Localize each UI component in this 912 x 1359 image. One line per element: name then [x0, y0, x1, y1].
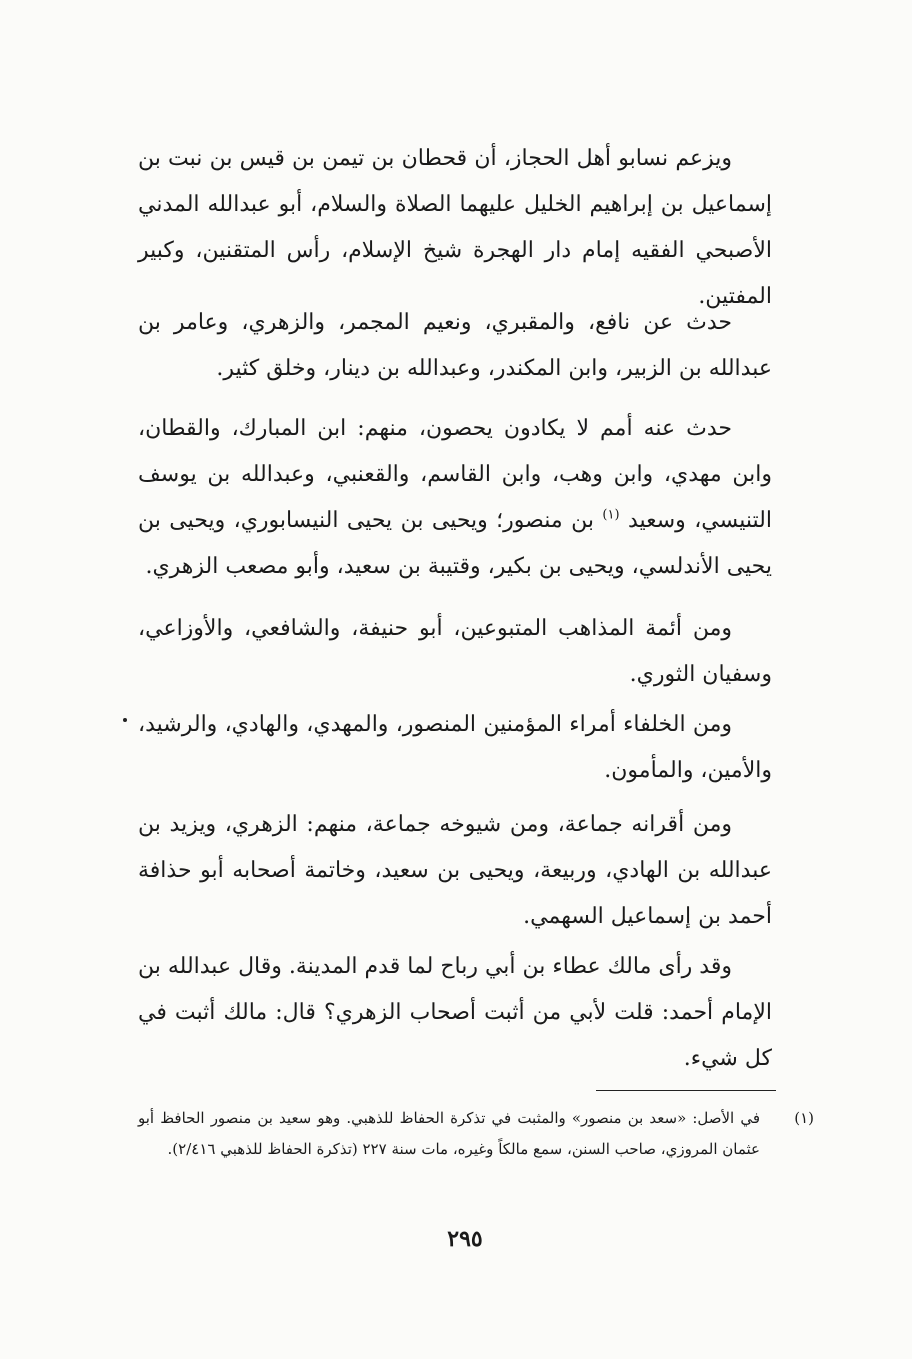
footnote-reference[interactable]: (١)	[602, 507, 620, 523]
paragraph-text: حدث عن نافع، والمقبري، ونعيم المجمر، والزهري، وعامر بن عبدالله بن الزبير، وابن المكندر، وعبدالله بن دينار، وخلق كثير.	[138, 310, 772, 381]
paragraph-narration	[138, 944, 772, 1082]
paragraph-text: ومن أئمة المذاهب المتبوعين، أبو حنيفة، والشافعي، والأوزاعي، وسفيان الثوري.	[138, 616, 772, 687]
paragraph-caliphs	[138, 702, 772, 794]
paragraph-text-after-ref: بن منصور؛ ويحيى بن يحيى النيسابوري، ويحيى بن يحيى الأندلسي، ويحيى بن بكير، وقتيبة بن سعيد، وأبو مصعب الزهري.	[138, 508, 772, 579]
paragraph-text: ومن أقرانه جماعة، ومن شيوخه جماعة، منهم: الزهري، ويزيد بن عبدالله بن الهادي، وربيعة، ويحيى بن سعيد، وخاتمة أصحابه أبو حذافة أحمد بن إسماعيل السهمي.	[138, 812, 772, 929]
paragraph-teachers	[138, 300, 772, 392]
paragraph-text: وقد رأى مالك عطاء بن أبي رباح لما قدم المدينة. وقال عبدالله بن الإمام أحمد: قلت لأبي من أثبت أصحاب الزهري؟ قال: مالك أثبت في كل شيء.	[138, 954, 772, 1071]
paragraph-imams	[138, 606, 772, 698]
footnote-number: (١)	[794, 1109, 814, 1127]
page-number: ٢٩٥	[447, 1226, 483, 1252]
paragraph-lineage	[138, 136, 772, 320]
footnote-text: في الأصل: «سعد بن منصور» والمثبت في تذكرة الحفاظ للذهبي. وهو سعيد بن منصور الحافظ أبو عثمان المروزي، صاحب السنن، سمع مالكاً وغيره، مات سنة ٢٢٧ (تذكرة الحفاظ للذهبي ٢/٤١٦).	[138, 1109, 760, 1158]
margin-mark	[123, 718, 127, 722]
paragraph-peers	[138, 802, 772, 940]
paragraph-students	[138, 406, 772, 590]
paragraph-text: ويزعم نسابو أهل الحجاز، أن قحطان بن تيمن بن قيس بن نبت بن إسماعيل بن إبراهيم الخليل عليهما الصلاة والسلام، أبو عبدالله المدني الأصبحي الفقيه إمام دار الهجرة شيخ الإسلام، رأس المتقنين، وكبير المفتين.	[138, 146, 772, 309]
footnote-divider	[596, 1090, 776, 1091]
paragraph-text: ومن الخلفاء أمراء المؤمنين المنصور، والمهدي، والهادي، والرشيد، والأمين، والمأمون.	[138, 712, 772, 783]
paragraph-text-before-ref: حدث عنه أمم لا يكادون يحصون، منهم: ابن المبارك، والقطان، وابن مهدي، وابن وهب، وابن القاسم، والقعنبي، وعبدالله بن يوسف التنيسي، وسعيد	[138, 416, 772, 533]
footnote	[138, 1103, 814, 1165]
